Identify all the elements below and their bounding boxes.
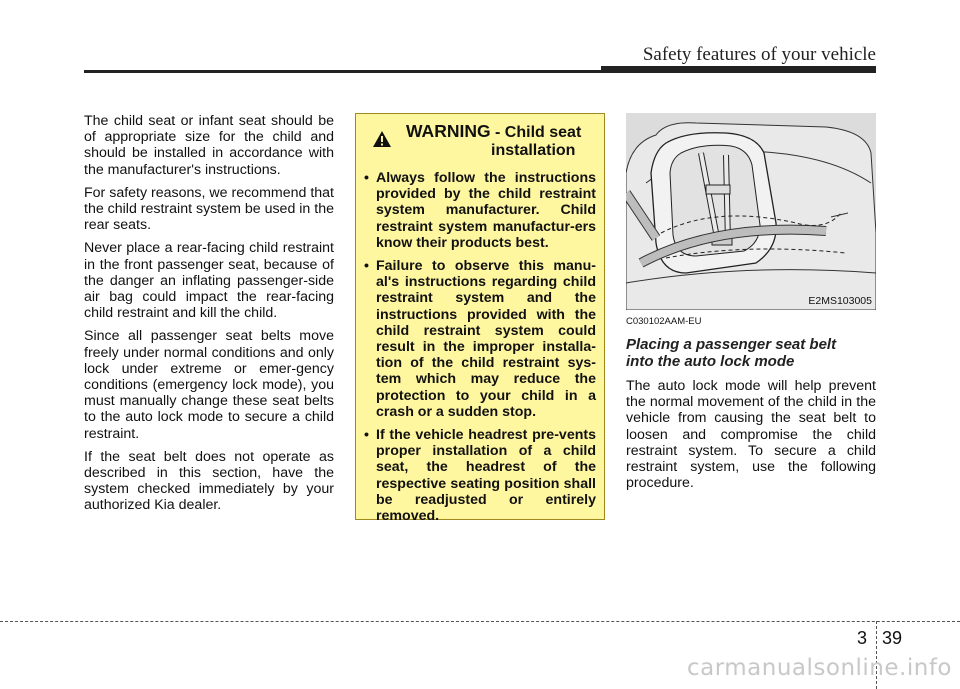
left-column-text xyxy=(84,113,334,521)
paragraph: The child seat or infant seat should be of appropriate size for the child and should be installed in accordance with the manufacturer's instructions. xyxy=(84,113,334,178)
warning-bullet: • Always follow the instructions provided by the child restraint system manufacturer. Child restraint system manufactur-ers know their products best. xyxy=(364,170,596,251)
paragraph: If the seat belt does not operate as described in this section, have the system checked immediately by your authorized Kia dealer. xyxy=(84,448,334,514)
warning-title xyxy=(406,122,581,160)
right-column-text xyxy=(626,313,876,491)
warning-bullet: • If the vehicle headrest pre-vents proper installation of a child seat, the headrest of the respective seating position shall be readjusted or entirely removed. xyxy=(364,427,596,525)
warning-keyword: WARNING xyxy=(406,121,491,141)
watermark: carmanualsonline.info xyxy=(686,655,952,681)
section-title-line1: Placing a passenger seat belt xyxy=(626,336,837,353)
paragraph: For safety reasons, we recommend that the child restraint system be used in the rear seats. xyxy=(84,184,334,234)
warning-triangle-icon xyxy=(372,130,392,148)
figure-code: E2MS103005 xyxy=(808,295,872,307)
paragraph: Since all passenger seat belts move freely under normal conditions and only lock under extreme or emer-gency conditions (emergency lock mode), you must manually change these seat belts to the auto lock mode to secure a child restraint. xyxy=(84,328,334,442)
warning-bullet-text: If the vehicle headrest pre-vents proper installation of a child seat, the headrest of the respective seating position shall be readjusted or entirely removed. xyxy=(376,427,596,525)
section-title xyxy=(626,336,876,370)
warning-header xyxy=(364,122,596,170)
child-seat-drawing xyxy=(626,113,876,310)
warning-bullet-list xyxy=(364,170,596,524)
section-body: The auto lock mode will help prevent the normal movement of the child in the vehicle from causing the seat belt to loosen and compromise the child restraint system. To secure a child restraint system, use the following procedure. xyxy=(626,378,876,492)
warning-box xyxy=(355,113,605,525)
child-seat-illustration xyxy=(626,113,876,310)
chapter-number: 3 xyxy=(857,628,868,648)
page-header-title: Safety features of your vehicle xyxy=(642,44,876,65)
paragraph: Never place a rear-facing child restraint in the front passenger seat, because of the danger an inflating passenger-side air bag could impact the rear-facing child restraint and kill the child. xyxy=(84,240,334,322)
section-title-line2: into the auto lock mode xyxy=(626,353,795,370)
page-number: 39 xyxy=(882,628,903,648)
header-rule xyxy=(84,70,876,73)
warning-bullet-text: Always follow the instructions provided by the child restraint system manufacturer. Child restraint system manufactur-ers know their products best. xyxy=(376,170,596,251)
reference-code: C030102AAM-EU xyxy=(626,316,702,327)
footer-rule xyxy=(0,621,960,622)
warning-bullet-text: Failure to observe this manu-al's instructions regarding child restraint system and the instructions provided with the child restraint system could result in the improper installa-tion of the child restraint sys-tem which may reduce the protection to your child in a crash or a sudden stop. xyxy=(376,258,596,420)
warning-title-line1: - Child seat xyxy=(495,124,582,141)
warning-title-line2: installation xyxy=(491,142,576,159)
warning-bullet: • Failure to observe this manu-al's instructions regarding child restraint system and the instructions provided with the child restraint system could result in the improper installa-tion of the child restraint sys-tem which may reduce the protection to your child in a crash or a sudden stop. xyxy=(364,258,596,420)
